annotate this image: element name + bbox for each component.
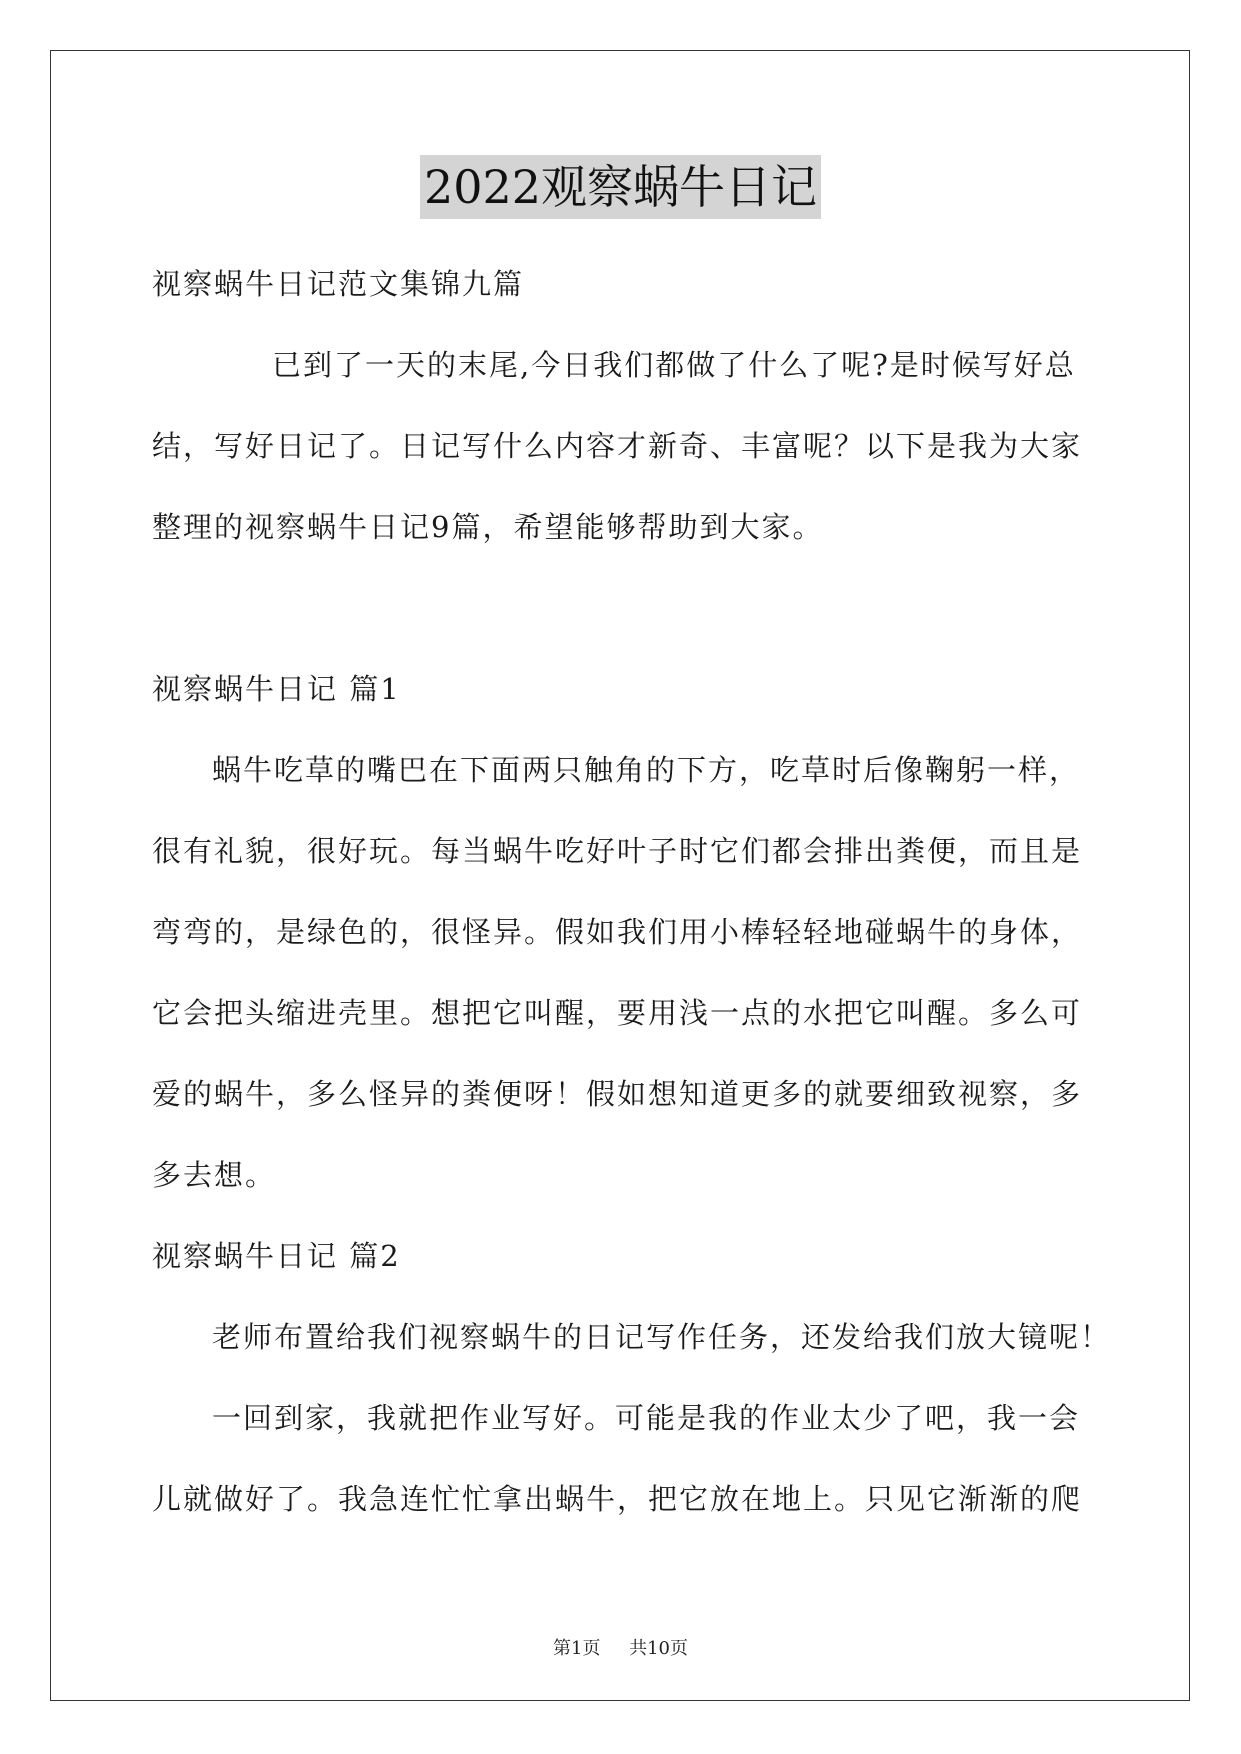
paragraph-line: 它会把头缩进壳里。想把它叫醒，要用浅一点的水把它叫醒。多么可 [152,996,1083,1030]
section-heading-1: 视察蜗牛日记 篇1 [152,672,401,706]
title-container [0,155,1241,219]
page-number: 第1页 [553,1638,601,1659]
document-body [152,262,1112,1558]
paragraph-line: 爱的蜗牛，多么怪异的粪便呀！假如想知道更多的就要细致视察，多 [152,1077,1083,1111]
blank-line [152,586,1092,667]
footer-spacer [606,1638,623,1659]
paragraph-line: 已到了一天的末尾,今日我们都做了什么了呢?是时候写好总 [272,348,1076,382]
paragraph-line: 儿就做好了。我急连忙忙拿出蜗牛，把它放在地上。只见它渐渐的爬 [152,1482,1083,1516]
paragraph-line: 结，写好日记了。日记写什么内容才新奇、丰富呢？以下是我为大家 [152,429,1083,463]
paragraph-line: 整理的视察蜗牛日记9篇，希望能够帮助到大家。 [152,510,824,544]
paragraph-line: 很有礼貌，很好玩。每当蜗牛吃好叶子时它们都会排出粪便，而且是 [152,834,1083,868]
paragraph-line: 蜗牛吃草的嘴巴在下面两只触角的下方，吃草时后像鞠躬一样， [212,753,1081,787]
document-title: 2022观察蜗牛日记 [420,155,821,219]
paragraph-line: 弯弯的，是绿色的，很怪异。假如我们用小棒轻轻地碰蜗牛的身体， [152,915,1083,949]
paragraph-line: 老师布置给我们视察蜗牛的日记写作任务，还发给我们放大镜呢！ [212,1320,1112,1354]
paragraph-line: 多去想。 [152,1158,277,1192]
section-heading-2: 视察蜗牛日记 篇2 [152,1239,401,1273]
subtitle-line: 视察蜗牛日记范文集锦九篇 [152,267,525,301]
page-total: 共10页 [629,1638,688,1659]
page-footer [0,1634,1241,1660]
paragraph-line: 一回到家，我就把作业写好。可能是我的作业太少了吧，我一会 [212,1401,1081,1435]
